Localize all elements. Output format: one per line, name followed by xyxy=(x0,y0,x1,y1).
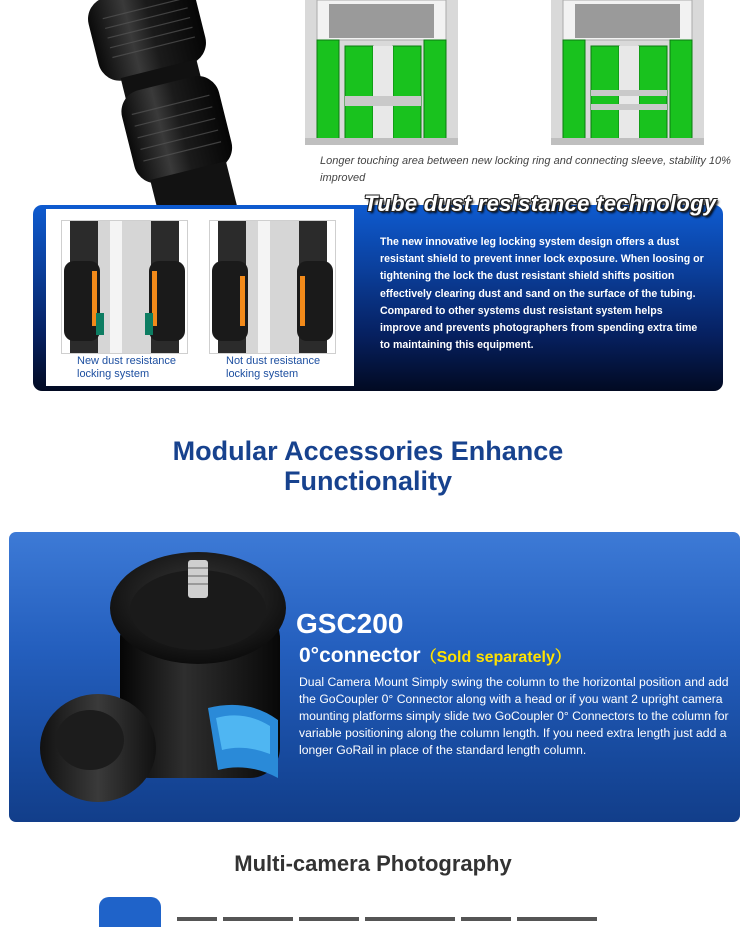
dust-section-body: The new innovative leg locking system design offers a dust resistant shield to prevent inner lock exposure. When loosing or tightening the lock the dust resistant shield shifts position effectively clearing dust and sand on the surface of the tubing. Compared to other systems dust resistant system helps improve and prevents photographers from spending extra time to maintaining this equipment. xyxy=(380,236,704,352)
modular-heading-line2: Functionality xyxy=(284,466,452,496)
dust-comparison-photos xyxy=(46,209,354,386)
lock-cutaway-diagram-new xyxy=(305,0,458,145)
multi-camera-text-cropped xyxy=(177,908,637,914)
new-lock-caption-line2: locking system xyxy=(77,368,150,380)
multi-camera-heading: Multi-camera Photography xyxy=(234,851,512,876)
modular-accessories-heading xyxy=(0,436,736,496)
new-lock-caption-line1: New dust resistance xyxy=(77,355,177,367)
tripod-leg-photo xyxy=(70,0,310,205)
old-lock-caption-line1: Not dust resistance xyxy=(226,355,321,367)
dust-section-title: Tube dust resistance technology xyxy=(364,191,717,216)
connector-name: 0°connector xyxy=(299,644,421,667)
sold-separately-note: （Sold separately） xyxy=(420,649,571,666)
new-lock-cutaway-image xyxy=(61,220,188,354)
gsc200-model-number: GSC200 xyxy=(296,608,404,639)
connector-photo xyxy=(38,548,288,806)
gsc200-product-name xyxy=(299,644,571,668)
new-lock-caption xyxy=(77,355,176,381)
old-lock-cutaway-image xyxy=(209,220,336,354)
multi-camera-icon xyxy=(99,897,161,927)
old-lock-caption xyxy=(226,355,320,381)
lock-cutaway-diagram-old xyxy=(551,0,704,145)
old-lock-caption-line2: locking system xyxy=(226,368,299,380)
modular-heading-line1: Modular Accessories Enhance xyxy=(172,436,564,466)
locking-ring-caption: Longer touching area between new locking ring and connecting sleeve, stability 10% improved xyxy=(320,155,731,184)
gsc200-description: Dual Camera Mount Simply swing the column to the horizontal position and add the GoCoupler 0° Connector along with a head or if you want 2 upright camera mounting platforms simply slide two GoCoupler 0° Connectors to the column for variable positioning along the column length. If you need extra length just add a longer GoRail in place of the standard length column. xyxy=(299,675,729,757)
